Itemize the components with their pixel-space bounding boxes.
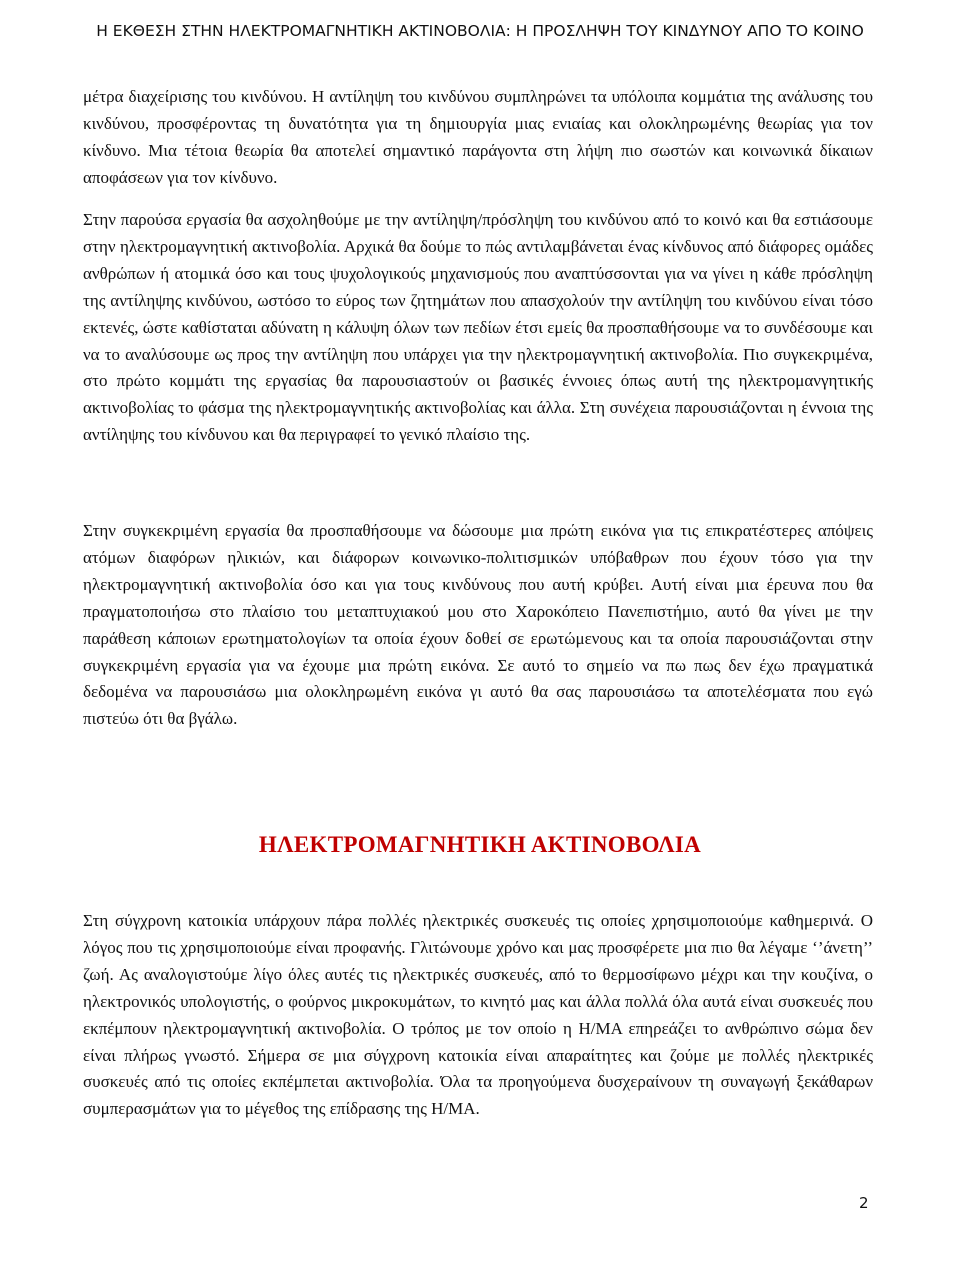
paragraph-risk-perception-theory: μέτρα διαχείρισης του κινδύνου. Η αντίληψη του κινδύνου συμπληρώνει τα υπόλοιπα κομμάτια της ανάλυσης του κινδύνου, προσφέροντας τη δυνατότητα για τη δημιουργία μιας ενιαίας και ολοκληρωμένης θεωρίας για τον κίνδυνο. Μια τέτοια θεωρία θα αποτελεί σημαντικό παράγοντα στη λήψη πιο σωστών και κοινωνικά δίκαιων αποφάσεων για τον κίνδυνο. bbox=[83, 87, 873, 187]
paragraph-research-description: Στην συγκεκριμένη εργασία θα προσπαθήσουμε να δώσουμε μια πρώτη εικόνα για τις επικρατέστερες απόψεις ατόμων διαφόρων ηλικιών, και διάφορων κοινωνικο-πολιτισμικών υπόβαθρων που έχουν τόσο για την ηλεκτρομαγνητική ακτινοβολία όσο και για τους κινδύνους που αυτή κρύβει. Αυτή είναι μια έρευνα που θα πραγματοποιήσω στο πλαίσιο του μεταπτυχιακού μου στο Χαροκόπειο Πανεπιστήμιο, αυτό θα γίνει με την παράθεση κάποιων ερωτηματολογίων τα οποία έχουν δοθεί σε ερωτώμενους και τα οποία παρουσιάζονται στην συγκεκριμένη εργασία για να έχουμε μια πρώτη εικόνα. Σε αυτό το σημείο να πω πως δεν έχω πραγματικά δεδομένα να παρουσιάσω μια ολοκληρωμένη εικόνα γι αυτό θα σας παρουσιάσω τα αποτελέσματα που εγώ πιστεύω ότι θα βγάλω. bbox=[83, 521, 873, 729]
section-heading-electromagnetic-radiation: ΗΛΕΚΤΡΟΜΑΓΝΗΤΙΚΗ ΑΚΤΙΝΟΒΟΛΙΑ bbox=[258, 832, 702, 857]
paragraph-study-scope: Στην παρούσα εργασία θα ασχοληθούμε με την αντίληψη/πρόσληψη του κινδύνου από το κοινό και θα εστιάσουμε στην ηλεκτρομαγνητική ακτινοβολία. Αρχικά θα δούμε το πώς αντιλαμβάνεται ένας κίνδυνος από διάφορες ομάδες ανθρώπων ή ατομικά όσο και τους ψυχολογικούς μηχανισμούς που αναπτύσσονται για να γίνει η κάθε πρόσληψη της αντίληψης κινδύνου, ωστόσο το εύρος των ζητημάτων που απασχολούν την αντίληψη του κινδύνου είναι τόσο εκτενές, ώστε καθίσταται αδύνατη η κάλυψη όλων των πεδίων έτσι εμείς θα προσπαθήσουμε να το συνδέσουμε και να το αναλύσουμε ως προς την αντίληψη που υπάρχει για την ηλεκτρομαγνητική ακτινοβολία. Πιο συγκεκριμένα, στο πρώτο κομμάτι της εργασίας θα παρουσιαστούν οι βασικές έννοιες όπως αυτή της ηλεκτρομανγητικής ακτινοβολίας το φάσμα της ηλεκτρομαγνητικής ακτινοβολίας και άλλα. Στη συνέχεια παρουσιάζονται η έννοια της αντίληψης του κίνδυνου και θα περιγραφεί το γενικό πλαίσιο της. bbox=[83, 210, 873, 445]
paragraph-household-devices: Στη σύγχρονη κατοικία υπάρχουν πάρα πολλές ηλεκτρικές συσκευές τις οποίες χρησιμοποιούμε καθημερινά. Ο λόγος που τις χρησιμοποιούμε είναι προφανής. Γλιτώνουμε χρόνο και μας προσφέρετε μια πιο θα λέγαμε ‘’άνετη’’ ζωή. Ας αναλογιστούμε λίγο όλες αυτές τις ηλεκτρικές συσκευές, από το θερμοσίφωνο μέχρι και την κουζίνα, ο ηλεκτρονικός υπολογιστής, ο φούρνος μικροκυμάτων, το κινητό μας και άλλα πολλά όλα αυτά είναι συσκευές που εκπέμπουν ηλεκτρομαγνητική ακτινοβολία. Ο τρόπος με τον οποίο η Η/ΜΑ επηρεάζει το ανθρώπινο σώμα δεν είναι πλήρως γνωστό. Σήμερα σε μια σύγχρονη κατοικία είναι απαραίτητες και ζούμε με πολλές ηλεκτρικές συσκευές από τις οποίες εκπέμπεται ακτινοβολία. Όλα τα προηγούμενα δυσχεραίνουν τη συναγωγή ξεκάθαρων συμπερασμάτων για το μέγεθος της επίδρασης της Η/ΜΑ. bbox=[83, 911, 873, 1119]
page-number: 2 bbox=[859, 1194, 869, 1212]
running-header: Η ΕΚΘΕΣΗ ΣΤΗΝ ΗΛΕΚΤΡΟΜΑΓΝΗΤΙΚΗ ΑΚΤΙΝΟΒΟΛΙΑ: Η ΠΡΟΣΛΗΨΗ ΤΟΥ ΚΙΝΔΥΝΟΥ ΑΠΟ ΤΟ ΚΟΙΝΟ bbox=[96, 22, 864, 40]
